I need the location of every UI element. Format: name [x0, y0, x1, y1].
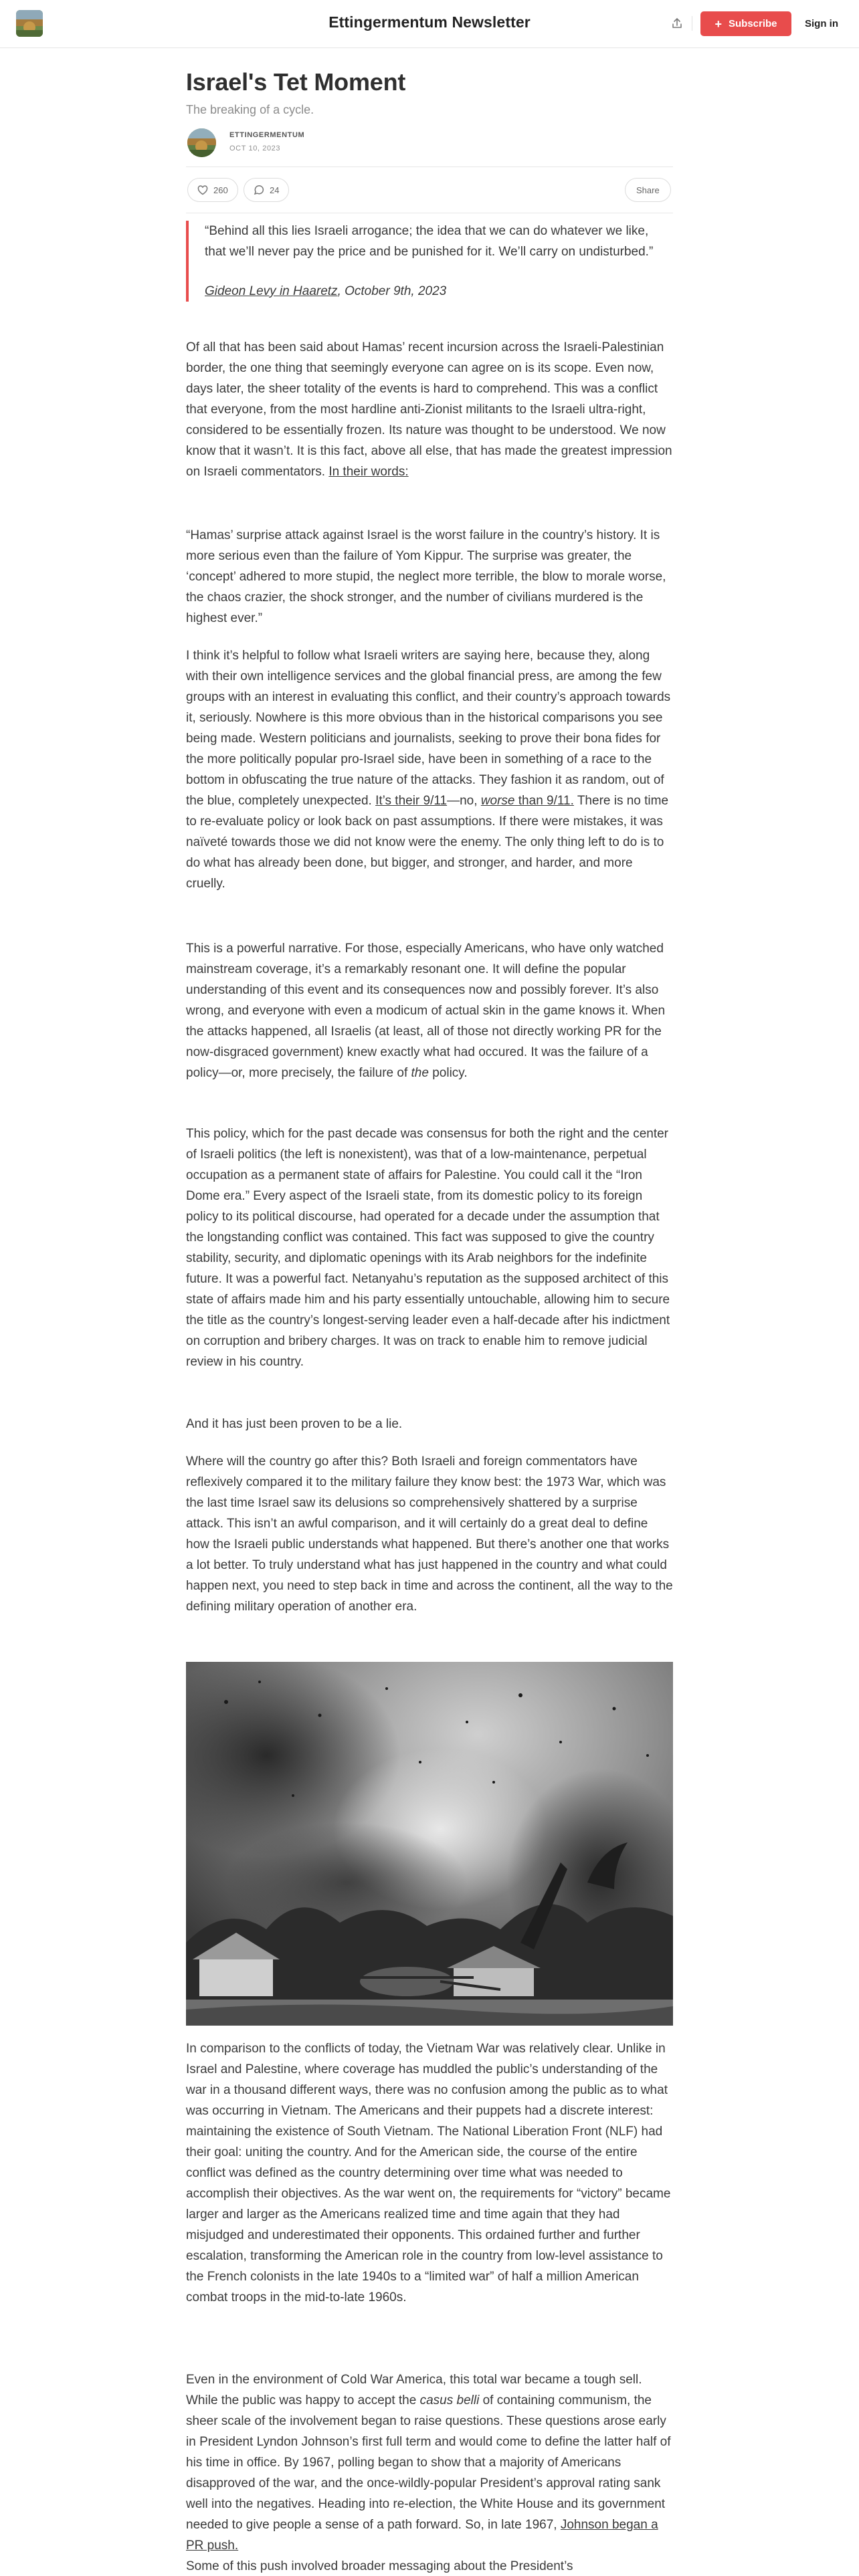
- paragraph-text: of containing communism, the sheer scale of the involvement began to raise questions. These questions arose early in President Lyndon Johnson’s first full term and would come to define the latter half of his time in office. By 1967, polling began to show that a majority of Americans disapproved of the war, and the once-wildly-popular President’s approval rating sank well into the negatives. Heading into re-election, the White House and its government needed to give people a sense of a path forward. So, in late 1967,: [186, 2393, 671, 2532]
- paragraph-text: This is a powerful narrative. For those, especially Americans, who have only watched mainstream coverage, it’s a remarkably resonant one. It will define the popular understanding of this event and its consequences now and possibly forever. It’s also wrong, and everyone with even a modicum of actual skin in the game knows it. When the attacks happened, all Israelis (at least, all of those not directly working PR for the now-disgraced government) knew exactly what had occured. It was the failure of a policy—or, more precisely, the failure of: [186, 942, 666, 1080]
- share-label: Share: [636, 185, 660, 195]
- quote-text: “Behind all this lies Israeli arrogance; the idea that we can do whatever we like, that we’ll never pay the price and be punished for it. We’ll carry on undisturbed.”: [205, 224, 654, 259]
- citation-date: , October 9th, 2023: [337, 284, 447, 298]
- quote-citation: [205, 281, 673, 302]
- pull-quote: [186, 221, 673, 302]
- emphasis: the: [411, 1066, 429, 1080]
- paragraph: This policy, which for the past decade was consensus for both the right and the center of Israeli politics (the left is nonexistent), was that of a low-maintenance, perpetual occupation as a permanent state of affairs for Palestine. You could call it the “Iron Dome era.” Every aspect of the Israeli state, from its domestic policy to its foreign policy to its political discourse, had operated for a decade under the assumption that the longstanding conflict was contained. This fact was supposed to give the country stability, security, and diplomatic openings with its Arab neighbors for the indefinite future. It was a powerful fact. Netanyahu’s reputation as the supposed architect of this state of affairs made him and his party essentially untouchable, allowing him to secure the title as the country’s longest-serving leader even a half-decade after his indictment on corruption and bribery charges. It was on track to enable him to remove judicial review in his country.: [186, 1127, 670, 1369]
- emphasis: casus belli: [419, 2393, 480, 2407]
- quote-paragraph: “Hamas’ surprise attack against Israel is the worst failure in the country’s history. It is more serious even than the failure of Yom Kippur. The surprise was greater, the ‘concept’ adhered to more stupid, the neglect more terrible, the blow to morale worse, the chaos crazier, the shock stronger, and the number of civilians murdered is the highest ever.”: [186, 528, 666, 625]
- link-text: than 9/11.: [514, 794, 574, 808]
- comment-icon: [254, 185, 264, 195]
- top-bar: [0, 0, 859, 48]
- like-count: 260: [213, 185, 228, 195]
- avatar[interactable]: [187, 128, 216, 157]
- publication-title[interactable]: Ettingermentum Newsletter: [328, 13, 531, 31]
- author-name[interactable]: ETTINGERMENTUM: [229, 131, 305, 139]
- comment-count: 24: [270, 185, 280, 195]
- share-button[interactable]: [625, 178, 671, 202]
- link-emphasis: worse: [480, 794, 515, 808]
- paragraph-text: —no,: [447, 794, 478, 808]
- their-9-11-link[interactable]: It’s their 9/11: [375, 794, 448, 808]
- post-date: OCT 10, 2023: [229, 144, 281, 152]
- paragraph: [186, 938, 673, 1083]
- vietnam-war-photo[interactable]: [186, 1662, 673, 2026]
- paragraph: Some of this push involved broader messaging about the President’s: [186, 2559, 573, 2573]
- paragraph-text: I think it’s helpful to follow what Israeli writers are saying here, because they, along with their own intelligence services and the global financial press, are among the few groups with an interest in evaluating this conflict, and their country’s approach towards it, seriously. Nowhere is this more obvious than in the historical comparisons you see being made. Western politicians and journalists, seeking to prove their bona fides for the more politically popular pro-Israel side, have been in something of a race to the bottom in obfuscating the true nature of the attacks. They fashion it as random, out of the blue, completely unexpected.: [186, 649, 671, 808]
- paragraph: [186, 2369, 673, 2556]
- subscribe-button[interactable]: [700, 11, 791, 36]
- paragraph-text: Even in the environment of Cold War America, this total war became a tough sell. While the public was happy to accept the: [186, 2373, 642, 2407]
- article-title: Israel's Tet Moment: [186, 68, 406, 96]
- paragraph: [186, 337, 673, 482]
- citation-link[interactable]: Gideon Levy in Haaretz: [205, 284, 338, 298]
- like-button[interactable]: [187, 178, 238, 202]
- johnson-pr-push-link[interactable]: Johnson began a PR push.: [186, 2518, 658, 2553]
- sign-in-link[interactable]: Sign in: [805, 18, 838, 29]
- paragraph-text: Of all that has been said about Hamas’ recent incursion across the Israeli-Palestinian border, the one thing that seemingly everyone can agree on is its scope. Even now, days later, the sheer totality of the events is hard to comprehend. This was a conflict that everyone, from the most hardline anti-Zionist militants to the Israeli ultra-right, considered to be essentially frozen. Its nature was thought to be understood. We now know that it wasn’t. It is this fact, above all else, that has made the greatest impression on Israeli commentators.: [186, 340, 672, 479]
- paragraph: [186, 645, 673, 894]
- subscribe-label: Subscribe: [728, 18, 777, 29]
- in-their-words-link[interactable]: In their words:: [328, 465, 409, 479]
- paragraph: Where will the country go after this? Both Israeli and foreign commentators have reflexively compared it to the military failure they know best: the 1973 War, which was the last time Israel saw its delusions so comprehensively shattered by a surprise attack. This isn’t an awful comparison, and it will certainly do a great deal to define how the Israeli public understands what happened. But there’s another one that works a lot better. To truly understand what has just happened in the country and what could happen next, you need to step back in time and across the continent, all the way to the defining military operation of another era.: [186, 1455, 673, 1614]
- worse-than-9-11-link[interactable]: [481, 794, 574, 808]
- paragraph-text: There is no time to re-evaluate policy or look back on past assumptions. If there were mistakes, it was naïveté towards those we did not know were the enemy. The only thing left to do is to do what has already been done, but bigger, and stronger, and harder, and more cruelly.: [186, 794, 669, 891]
- paragraph-text: policy.: [428, 1066, 468, 1080]
- paragraph: In comparison to the conflicts of today, the Vietnam War was relatively clear. Unlike in Israel and Palestine, where coverage has muddled the public’s understanding of the war in a thousand different ways, there was no confusion among the public as to what was occurring in Vietnam. The Americans and their puppets had a discrete interest: maintaining the existence of South Vietnam. The National Liberation Front (NLF) had their goal: uniting the country. And for the American side, the course of the entire conflict was defined as the country determining over time what was needed to accomplish their objectives. As the war went on, the requirements for “victory” became larger and larger as the Americans realized time and time again that they had misjudged and underestimated their opponents. This ordained further and further escalation, transforming the American role in the country from low-level assistance to the French colonists in the late 1940s to a “limited war” of half a million American combat troops in the mid-to-late 1960s.: [186, 2042, 671, 2304]
- share-icon[interactable]: [667, 13, 687, 33]
- plus-icon: +: [714, 17, 722, 31]
- comment-button[interactable]: [244, 178, 289, 202]
- article-subtitle: The breaking of a cycle.: [186, 103, 314, 116]
- paragraph: And it has just been proven to be a lie.: [186, 1417, 403, 1431]
- heart-icon: [197, 185, 208, 195]
